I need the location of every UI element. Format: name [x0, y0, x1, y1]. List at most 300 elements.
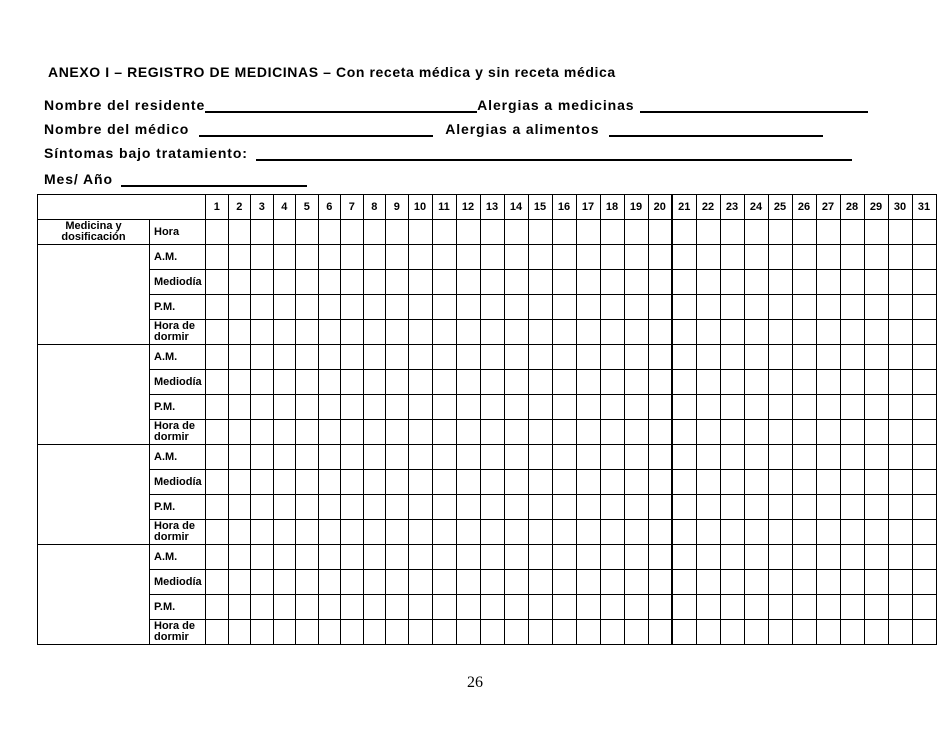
- entry-cell[interactable]: [296, 445, 319, 470]
- entry-cell[interactable]: [341, 445, 364, 470]
- entry-cell[interactable]: [273, 320, 296, 345]
- entry-cell[interactable]: [744, 495, 768, 520]
- entry-cell[interactable]: [816, 620, 840, 645]
- entry-cell[interactable]: [363, 495, 386, 520]
- entry-cell[interactable]: [600, 420, 624, 445]
- entry-cell[interactable]: [480, 395, 504, 420]
- food-allergies-field[interactable]: [609, 121, 823, 137]
- entry-cell[interactable]: [912, 270, 936, 295]
- entry-cell[interactable]: [386, 420, 409, 445]
- entry-cell[interactable]: [648, 620, 672, 645]
- entry-cell[interactable]: [888, 420, 912, 445]
- entry-cell[interactable]: [408, 320, 432, 345]
- entry-cell[interactable]: [363, 420, 386, 445]
- entry-cell[interactable]: [504, 545, 528, 570]
- entry-cell[interactable]: [696, 295, 720, 320]
- entry-cell[interactable]: [576, 520, 600, 545]
- medicine-name-cell[interactable]: [38, 345, 150, 445]
- entry-cell[interactable]: [792, 595, 816, 620]
- entry-cell[interactable]: [720, 370, 744, 395]
- entry-cell[interactable]: [228, 270, 251, 295]
- entry-cell[interactable]: [251, 445, 274, 470]
- entry-cell[interactable]: [816, 470, 840, 495]
- entry-cell[interactable]: [296, 370, 319, 395]
- entry-cell[interactable]: [251, 295, 274, 320]
- entry-cell[interactable]: [624, 470, 648, 495]
- entry-cell[interactable]: [528, 345, 552, 370]
- entry-cell[interactable]: [206, 520, 229, 545]
- entry-cell[interactable]: [432, 245, 456, 270]
- entry-cell[interactable]: [648, 270, 672, 295]
- entry-cell[interactable]: [648, 320, 672, 345]
- entry-cell[interactable]: [386, 345, 409, 370]
- entry-cell[interactable]: [576, 370, 600, 395]
- entry-cell[interactable]: [318, 420, 341, 445]
- entry-cell[interactable]: [456, 445, 480, 470]
- entry-cell[interactable]: [432, 495, 456, 520]
- entry-cell[interactable]: [744, 470, 768, 495]
- entry-cell[interactable]: [480, 620, 504, 645]
- entry-cell[interactable]: [624, 595, 648, 620]
- entry-cell[interactable]: [912, 570, 936, 595]
- entry-cell[interactable]: [864, 320, 888, 345]
- entry-cell[interactable]: [296, 545, 319, 570]
- entry-cell[interactable]: [672, 345, 696, 370]
- entry-cell[interactable]: [228, 445, 251, 470]
- entry-cell[interactable]: [386, 445, 409, 470]
- entry-cell[interactable]: [273, 620, 296, 645]
- entry-cell[interactable]: [744, 370, 768, 395]
- entry-cell[interactable]: [296, 270, 319, 295]
- entry-cell[interactable]: [600, 495, 624, 520]
- entry-cell[interactable]: [816, 545, 840, 570]
- entry-cell[interactable]: [744, 620, 768, 645]
- entry-cell[interactable]: [456, 220, 480, 245]
- entry-cell[interactable]: [840, 495, 864, 520]
- entry-cell[interactable]: [552, 320, 576, 345]
- entry-cell[interactable]: [318, 220, 341, 245]
- entry-cell[interactable]: [552, 445, 576, 470]
- entry-cell[interactable]: [408, 595, 432, 620]
- entry-cell[interactable]: [816, 445, 840, 470]
- entry-cell[interactable]: [552, 470, 576, 495]
- entry-cell[interactable]: [408, 395, 432, 420]
- doctor-name-field[interactable]: [199, 121, 433, 137]
- entry-cell[interactable]: [504, 620, 528, 645]
- entry-cell[interactable]: [816, 495, 840, 520]
- entry-cell[interactable]: [408, 620, 432, 645]
- entry-cell[interactable]: [696, 595, 720, 620]
- entry-cell[interactable]: [696, 345, 720, 370]
- entry-cell[interactable]: [296, 470, 319, 495]
- entry-cell[interactable]: [386, 620, 409, 645]
- entry-cell[interactable]: [696, 570, 720, 595]
- entry-cell[interactable]: [251, 470, 274, 495]
- entry-cell[interactable]: [456, 545, 480, 570]
- entry-cell[interactable]: [624, 545, 648, 570]
- entry-cell[interactable]: [480, 570, 504, 595]
- entry-cell[interactable]: [696, 245, 720, 270]
- entry-cell[interactable]: [480, 370, 504, 395]
- entry-cell[interactable]: [864, 420, 888, 445]
- entry-cell[interactable]: [206, 270, 229, 295]
- entry-cell[interactable]: [864, 495, 888, 520]
- entry-cell[interactable]: [792, 395, 816, 420]
- entry-cell[interactable]: [696, 270, 720, 295]
- entry-cell[interactable]: [318, 320, 341, 345]
- entry-cell[interactable]: [840, 570, 864, 595]
- entry-cell[interactable]: [720, 295, 744, 320]
- entry-cell[interactable]: [206, 595, 229, 620]
- entry-cell[interactable]: [648, 445, 672, 470]
- entry-cell[interactable]: [912, 470, 936, 495]
- entry-cell[interactable]: [624, 320, 648, 345]
- entry-cell[interactable]: [251, 320, 274, 345]
- entry-cell[interactable]: [744, 345, 768, 370]
- entry-cell[interactable]: [792, 470, 816, 495]
- entry-cell[interactable]: [624, 445, 648, 470]
- entry-cell[interactable]: [672, 495, 696, 520]
- entry-cell[interactable]: [296, 220, 319, 245]
- entry-cell[interactable]: [480, 495, 504, 520]
- entry-cell[interactable]: [456, 470, 480, 495]
- entry-cell[interactable]: [840, 370, 864, 395]
- entry-cell[interactable]: [296, 345, 319, 370]
- entry-cell[interactable]: [576, 595, 600, 620]
- entry-cell[interactable]: [228, 570, 251, 595]
- entry-cell[interactable]: [816, 320, 840, 345]
- entry-cell[interactable]: [768, 320, 792, 345]
- entry-cell[interactable]: [792, 245, 816, 270]
- entry-cell[interactable]: [273, 570, 296, 595]
- entry-cell[interactable]: [624, 420, 648, 445]
- entry-cell[interactable]: [576, 245, 600, 270]
- entry-cell[interactable]: [840, 545, 864, 570]
- entry-cell[interactable]: [792, 345, 816, 370]
- entry-cell[interactable]: [864, 370, 888, 395]
- entry-cell[interactable]: [408, 445, 432, 470]
- entry-cell[interactable]: [296, 620, 319, 645]
- entry-cell[interactable]: [341, 395, 364, 420]
- entry-cell[interactable]: [206, 395, 229, 420]
- entry-cell[interactable]: [576, 295, 600, 320]
- entry-cell[interactable]: [792, 370, 816, 395]
- entry-cell[interactable]: [504, 395, 528, 420]
- entry-cell[interactable]: [576, 345, 600, 370]
- entry-cell[interactable]: [386, 570, 409, 595]
- entry-cell[interactable]: [768, 220, 792, 245]
- entry-cell[interactable]: [600, 345, 624, 370]
- entry-cell[interactable]: [408, 420, 432, 445]
- entry-cell[interactable]: [528, 545, 552, 570]
- entry-cell[interactable]: [432, 395, 456, 420]
- entry-cell[interactable]: [912, 445, 936, 470]
- entry-cell[interactable]: [296, 570, 319, 595]
- entry-cell[interactable]: [576, 545, 600, 570]
- entry-cell[interactable]: [480, 345, 504, 370]
- entry-cell[interactable]: [386, 545, 409, 570]
- entry-cell[interactable]: [341, 420, 364, 445]
- entry-cell[interactable]: [864, 270, 888, 295]
- entry-cell[interactable]: [206, 570, 229, 595]
- entry-cell[interactable]: [432, 270, 456, 295]
- entry-cell[interactable]: [648, 545, 672, 570]
- entry-cell[interactable]: [318, 245, 341, 270]
- entry-cell[interactable]: [576, 620, 600, 645]
- entry-cell[interactable]: [624, 220, 648, 245]
- entry-cell[interactable]: [840, 270, 864, 295]
- entry-cell[interactable]: [480, 220, 504, 245]
- entry-cell[interactable]: [363, 270, 386, 295]
- entry-cell[interactable]: [206, 370, 229, 395]
- entry-cell[interactable]: [624, 245, 648, 270]
- entry-cell[interactable]: [672, 220, 696, 245]
- entry-cell[interactable]: [341, 220, 364, 245]
- entry-cell[interactable]: [408, 345, 432, 370]
- entry-cell[interactable]: [552, 245, 576, 270]
- entry-cell[interactable]: [768, 545, 792, 570]
- entry-cell[interactable]: [672, 420, 696, 445]
- entry-cell[interactable]: [480, 470, 504, 495]
- entry-cell[interactable]: [341, 270, 364, 295]
- entry-cell[interactable]: [341, 370, 364, 395]
- entry-cell[interactable]: [744, 595, 768, 620]
- entry-cell[interactable]: [576, 270, 600, 295]
- entry-cell[interactable]: [816, 245, 840, 270]
- entry-cell[interactable]: [672, 270, 696, 295]
- entry-cell[interactable]: [363, 295, 386, 320]
- entry-cell[interactable]: [251, 495, 274, 520]
- entry-cell[interactable]: [768, 495, 792, 520]
- entry-cell[interactable]: [816, 270, 840, 295]
- entry-cell[interactable]: [720, 220, 744, 245]
- entry-cell[interactable]: [768, 270, 792, 295]
- entry-cell[interactable]: [912, 495, 936, 520]
- entry-cell[interactable]: [456, 320, 480, 345]
- symptoms-field[interactable]: [256, 145, 852, 161]
- entry-cell[interactable]: [504, 445, 528, 470]
- entry-cell[interactable]: [528, 420, 552, 445]
- entry-cell[interactable]: [888, 270, 912, 295]
- entry-cell[interactable]: [318, 370, 341, 395]
- entry-cell[interactable]: [318, 345, 341, 370]
- entry-cell[interactable]: [504, 220, 528, 245]
- entry-cell[interactable]: [528, 470, 552, 495]
- entry-cell[interactable]: [912, 395, 936, 420]
- entry-cell[interactable]: [576, 470, 600, 495]
- entry-cell[interactable]: [273, 470, 296, 495]
- entry-cell[interactable]: [720, 595, 744, 620]
- entry-cell[interactable]: [480, 245, 504, 270]
- entry-cell[interactable]: [600, 595, 624, 620]
- entry-cell[interactable]: [864, 620, 888, 645]
- entry-cell[interactable]: [912, 320, 936, 345]
- entry-cell[interactable]: [696, 495, 720, 520]
- entry-cell[interactable]: [768, 370, 792, 395]
- entry-cell[interactable]: [318, 445, 341, 470]
- entry-cell[interactable]: [552, 620, 576, 645]
- entry-cell[interactable]: [528, 445, 552, 470]
- entry-cell[interactable]: [363, 620, 386, 645]
- entry-cell[interactable]: [528, 270, 552, 295]
- entry-cell[interactable]: [432, 345, 456, 370]
- entry-cell[interactable]: [888, 370, 912, 395]
- entry-cell[interactable]: [648, 245, 672, 270]
- entry-cell[interactable]: [480, 545, 504, 570]
- entry-cell[interactable]: [648, 370, 672, 395]
- entry-cell[interactable]: [432, 545, 456, 570]
- entry-cell[interactable]: [792, 570, 816, 595]
- entry-cell[interactable]: [696, 320, 720, 345]
- entry-cell[interactable]: [888, 570, 912, 595]
- medicine-name-cell[interactable]: [38, 445, 150, 545]
- entry-cell[interactable]: [296, 520, 319, 545]
- entry-cell[interactable]: [792, 620, 816, 645]
- entry-cell[interactable]: [768, 620, 792, 645]
- entry-cell[interactable]: [528, 595, 552, 620]
- entry-cell[interactable]: [363, 370, 386, 395]
- entry-cell[interactable]: [624, 620, 648, 645]
- entry-cell[interactable]: [432, 595, 456, 620]
- entry-cell[interactable]: [363, 245, 386, 270]
- entry-cell[interactable]: [456, 270, 480, 295]
- entry-cell[interactable]: [363, 595, 386, 620]
- entry-cell[interactable]: [386, 295, 409, 320]
- entry-cell[interactable]: [504, 495, 528, 520]
- entry-cell[interactable]: [206, 545, 229, 570]
- entry-cell[interactable]: [318, 395, 341, 420]
- entry-cell[interactable]: [456, 595, 480, 620]
- entry-cell[interactable]: [888, 595, 912, 620]
- entry-cell[interactable]: [228, 595, 251, 620]
- entry-cell[interactable]: [600, 395, 624, 420]
- entry-cell[interactable]: [251, 570, 274, 595]
- entry-cell[interactable]: [720, 620, 744, 645]
- entry-cell[interactable]: [744, 220, 768, 245]
- entry-cell[interactable]: [864, 345, 888, 370]
- entry-cell[interactable]: [744, 420, 768, 445]
- entry-cell[interactable]: [912, 545, 936, 570]
- entry-cell[interactable]: [432, 320, 456, 345]
- entry-cell[interactable]: [251, 395, 274, 420]
- entry-cell[interactable]: [480, 420, 504, 445]
- entry-cell[interactable]: [318, 470, 341, 495]
- entry-cell[interactable]: [318, 595, 341, 620]
- entry-cell[interactable]: [408, 245, 432, 270]
- entry-cell[interactable]: [251, 345, 274, 370]
- entry-cell[interactable]: [432, 470, 456, 495]
- entry-cell[interactable]: [504, 370, 528, 395]
- entry-cell[interactable]: [720, 570, 744, 595]
- entry-cell[interactable]: [600, 220, 624, 245]
- entry-cell[interactable]: [552, 420, 576, 445]
- entry-cell[interactable]: [504, 570, 528, 595]
- entry-cell[interactable]: [840, 320, 864, 345]
- entry-cell[interactable]: [528, 320, 552, 345]
- entry-cell[interactable]: [600, 270, 624, 295]
- entry-cell[interactable]: [552, 295, 576, 320]
- entry-cell[interactable]: [864, 245, 888, 270]
- entry-cell[interactable]: [341, 620, 364, 645]
- entry-cell[interactable]: [341, 570, 364, 595]
- entry-cell[interactable]: [888, 245, 912, 270]
- entry-cell[interactable]: [432, 445, 456, 470]
- entry-cell[interactable]: [744, 395, 768, 420]
- entry-cell[interactable]: [744, 295, 768, 320]
- entry-cell[interactable]: [672, 245, 696, 270]
- entry-cell[interactable]: [251, 620, 274, 645]
- entry-cell[interactable]: [744, 270, 768, 295]
- entry-cell[interactable]: [600, 545, 624, 570]
- entry-cell[interactable]: [386, 220, 409, 245]
- entry-cell[interactable]: [816, 345, 840, 370]
- entry-cell[interactable]: [840, 395, 864, 420]
- entry-cell[interactable]: [768, 420, 792, 445]
- entry-cell[interactable]: [840, 595, 864, 620]
- entry-cell[interactable]: [528, 620, 552, 645]
- entry-cell[interactable]: [624, 520, 648, 545]
- entry-cell[interactable]: [206, 620, 229, 645]
- entry-cell[interactable]: [864, 545, 888, 570]
- entry-cell[interactable]: [792, 295, 816, 320]
- entry-cell[interactable]: [816, 395, 840, 420]
- entry-cell[interactable]: [504, 470, 528, 495]
- entry-cell[interactable]: [363, 395, 386, 420]
- entry-cell[interactable]: [720, 545, 744, 570]
- entry-cell[interactable]: [624, 345, 648, 370]
- entry-cell[interactable]: [228, 320, 251, 345]
- entry-cell[interactable]: [576, 320, 600, 345]
- entry-cell[interactable]: [504, 520, 528, 545]
- entry-cell[interactable]: [840, 220, 864, 245]
- entry-cell[interactable]: [341, 545, 364, 570]
- entry-cell[interactable]: [648, 520, 672, 545]
- entry-cell[interactable]: [864, 570, 888, 595]
- entry-cell[interactable]: [528, 295, 552, 320]
- entry-cell[interactable]: [480, 270, 504, 295]
- entry-cell[interactable]: [296, 245, 319, 270]
- entry-cell[interactable]: [720, 345, 744, 370]
- entry-cell[interactable]: [251, 220, 274, 245]
- entry-cell[interactable]: [206, 295, 229, 320]
- entry-cell[interactable]: [912, 595, 936, 620]
- entry-cell[interactable]: [273, 520, 296, 545]
- entry-cell[interactable]: [888, 470, 912, 495]
- entry-cell[interactable]: [576, 220, 600, 245]
- entry-cell[interactable]: [273, 395, 296, 420]
- entry-cell[interactable]: [816, 220, 840, 245]
- entry-cell[interactable]: [576, 445, 600, 470]
- entry-cell[interactable]: [840, 445, 864, 470]
- entry-cell[interactable]: [864, 595, 888, 620]
- entry-cell[interactable]: [552, 545, 576, 570]
- entry-cell[interactable]: [341, 245, 364, 270]
- entry-cell[interactable]: [408, 370, 432, 395]
- entry-cell[interactable]: [296, 595, 319, 620]
- entry-cell[interactable]: [318, 270, 341, 295]
- entry-cell[interactable]: [768, 245, 792, 270]
- entry-cell[interactable]: [273, 295, 296, 320]
- entry-cell[interactable]: [600, 370, 624, 395]
- entry-cell[interactable]: [552, 220, 576, 245]
- month-year-field[interactable]: [121, 171, 307, 187]
- entry-cell[interactable]: [273, 420, 296, 445]
- entry-cell[interactable]: [792, 420, 816, 445]
- entry-cell[interactable]: [864, 295, 888, 320]
- entry-cell[interactable]: [456, 295, 480, 320]
- entry-cell[interactable]: [363, 445, 386, 470]
- entry-cell[interactable]: [888, 320, 912, 345]
